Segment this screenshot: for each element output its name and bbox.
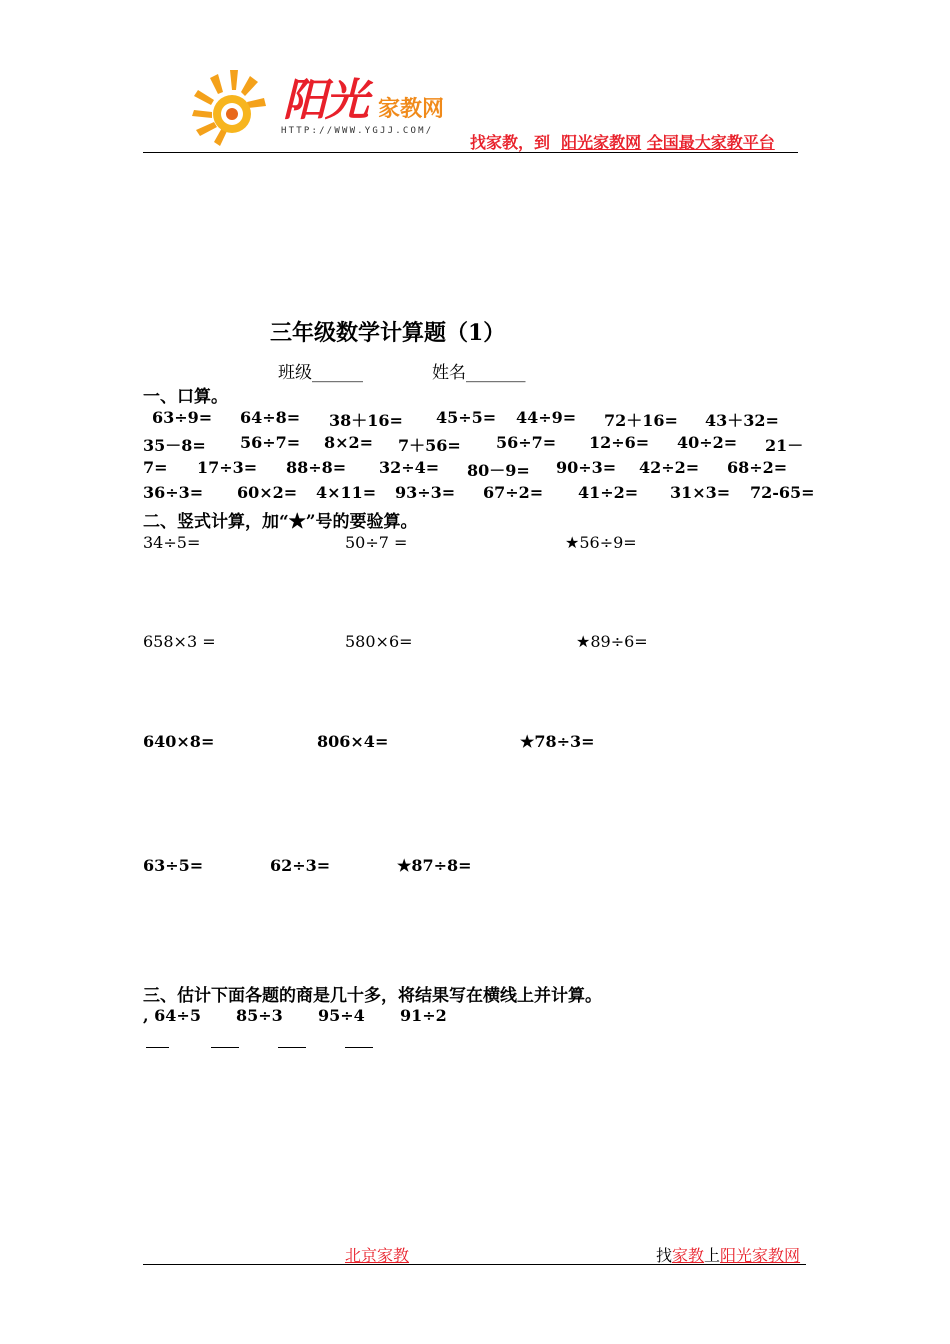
footer-left-link[interactable]: 北京家教 [345, 1246, 410, 1265]
vertical-problem: 640×8= [143, 732, 215, 751]
oral-problem: 60×2= [237, 483, 298, 502]
name-field-label: 姓名_______ [432, 363, 526, 383]
oral-problem: 31×3= [670, 483, 731, 502]
vertical-problem-starred: ★78÷3= [520, 732, 595, 751]
oral-problem: 35－8= [143, 436, 206, 455]
answer-blank[interactable] [211, 1047, 239, 1048]
estimate-problem: 95÷4 [318, 1006, 365, 1025]
vertical-problem-starred: ★89÷6= [576, 632, 648, 651]
header-rule [143, 152, 798, 153]
estimate-problem: 85÷3 [236, 1006, 283, 1025]
oral-problem: 43＋32= [705, 411, 779, 430]
oral-problem: 72-65= [750, 483, 815, 502]
footer-right-prefix: 找 [656, 1246, 673, 1265]
vertical-problem-starred: ★56÷9= [565, 533, 637, 552]
oral-problem: 68÷2= [727, 458, 788, 477]
oral-problem: 42÷2= [639, 458, 700, 477]
page-title: 三年级数学计算题（1） [270, 320, 506, 346]
vertical-problem: 658×3 = [143, 632, 216, 651]
logo-subtitle: 家教网 [378, 96, 445, 122]
footer-right [656, 1243, 800, 1266]
oral-problem: 56÷7= [496, 433, 557, 452]
logo-title: 阳光 [283, 75, 367, 126]
answer-blank[interactable] [146, 1047, 169, 1048]
footer-link-ygjj[interactable]: 阳光家教网 [720, 1246, 801, 1265]
class-field-label: 班级______ [278, 363, 363, 383]
oral-problem: 72＋16= [604, 411, 678, 430]
estimate-problem: , 64÷5 [143, 1006, 201, 1025]
oral-problem: 36÷3= [143, 483, 204, 502]
section2-heading: 二、竖式计算，加“★”号的要验算。 [143, 512, 418, 532]
oral-problem: 67÷2= [483, 483, 544, 502]
answer-blank[interactable] [345, 1047, 373, 1048]
oral-problem: 40÷2= [677, 433, 738, 452]
oral-problem: 56÷7= [240, 433, 301, 452]
oral-problem: 41÷2= [578, 483, 639, 502]
vertical-problem: 580×6= [345, 632, 413, 651]
section3-heading: 三、估计下面各题的商是几十多，将结果写在横线上并计算。 [143, 986, 602, 1006]
oral-problem: 21－ [765, 436, 804, 455]
oral-problem: 38＋16= [329, 411, 403, 430]
oral-problem: 7＋56= [398, 436, 461, 455]
section1-heading: 一、口算。 [143, 387, 228, 407]
vertical-problem: 63÷5= [143, 856, 204, 875]
vertical-problem: 34÷5= [143, 533, 201, 552]
oral-problem: 45÷5= [436, 408, 497, 427]
oral-problem: 12÷6= [589, 433, 650, 452]
vertical-problem-starred: ★87÷8= [397, 856, 472, 875]
oral-problem: 32÷4= [379, 458, 440, 477]
oral-problem: 80－9= [467, 461, 530, 480]
oral-problem: 17÷3= [197, 458, 258, 477]
vertical-problem: 62÷3= [270, 856, 331, 875]
slogan-link[interactable]: 阳光家教网 [561, 133, 642, 152]
oral-problem: 93÷3= [395, 483, 456, 502]
oral-problem: 90÷3= [556, 458, 617, 477]
logo-url: HTTP://WWW.YGJJ.COM/ [281, 126, 434, 136]
slogan-part2[interactable]: 全国最大家教平台 [646, 133, 775, 152]
vertical-problem: 50÷7 = [345, 533, 408, 552]
footer-link-jiajiao[interactable]: 家教 [672, 1246, 705, 1265]
header-slogan [470, 130, 775, 153]
oral-problem: 44÷9= [516, 408, 577, 427]
oral-problem: 88÷8= [286, 458, 347, 477]
oral-problem: 8×2= [324, 433, 374, 452]
answer-blank[interactable] [278, 1047, 306, 1048]
slogan-part1: 找家教，到 [470, 133, 551, 152]
oral-problem: 63÷9= [152, 408, 213, 427]
footer-right-mid: 上 [704, 1246, 721, 1265]
estimate-problem: 91÷2 [400, 1006, 447, 1025]
oral-problem: 64÷8= [240, 408, 301, 427]
oral-problem: 7= [143, 458, 168, 477]
vertical-problem: 806×4= [317, 732, 389, 751]
oral-problem: 4×11= [316, 483, 377, 502]
sun-logo-icon [190, 68, 280, 148]
